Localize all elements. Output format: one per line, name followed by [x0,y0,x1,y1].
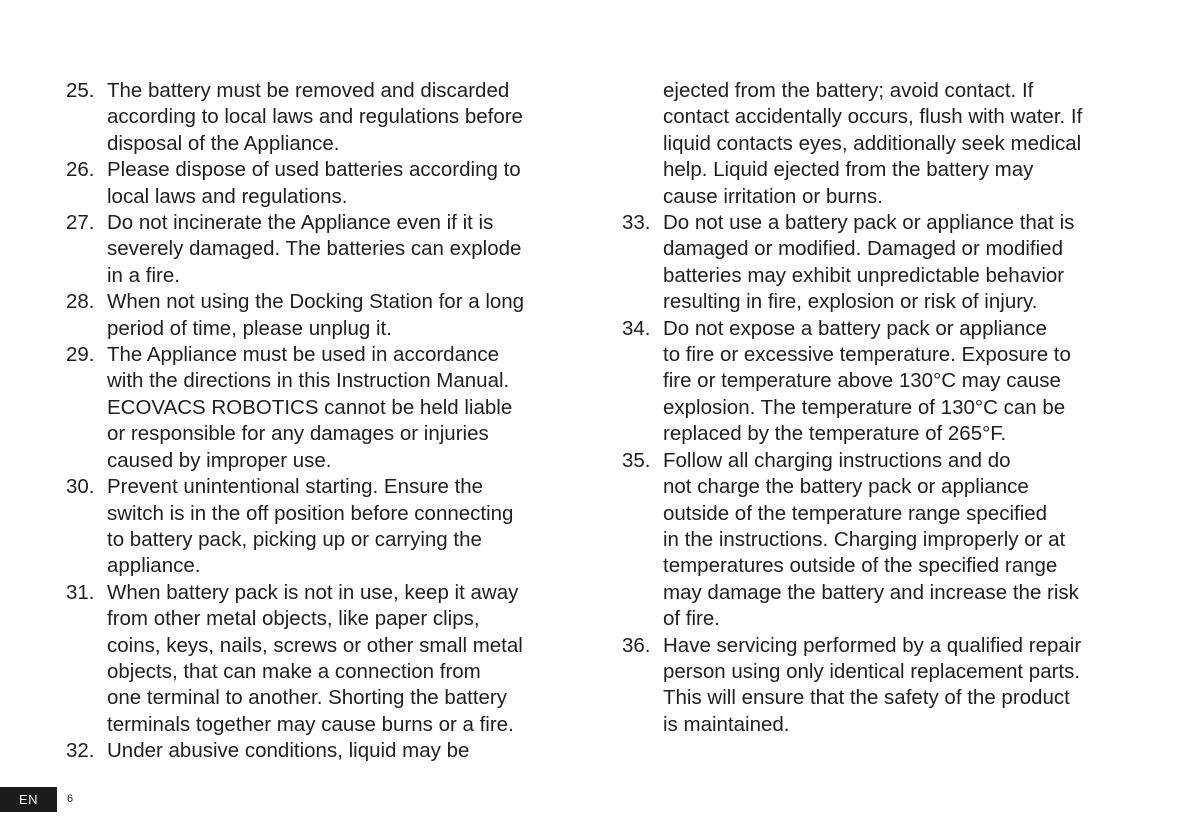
list-item-34 [622,316,1132,448]
text-line: liquid contacts eyes, additionally seek medical [663,131,1082,155]
item-number: 28. [66,290,95,314]
text-line: cause irritation or burns. [663,184,883,208]
text-line: appliance. [107,554,201,578]
right-column [622,78,1132,738]
text-line: local laws and regulations. [107,184,348,208]
text-line: in the instructions. Charging improperly or at [663,527,1066,551]
list-item-30 [66,474,566,580]
text-line: is maintained. [663,712,790,736]
text-line: batteries may exhibit unpredictable behavior [663,263,1065,287]
list-item-29 [66,342,566,474]
item-text [107,210,566,289]
list-item-33 [622,210,1132,316]
left-column [66,78,566,765]
language-tab: EN [0,787,57,812]
list-item-27 [66,210,566,289]
text-line: contact accidentally occurs, flush with water. If [663,105,1083,129]
text-line: from other metal objects, like paper clips, [107,607,480,631]
text-line: with the directions in this Instruction Manual. [107,369,510,393]
text-line: switch is in the off position before connecting [107,501,514,525]
text-line: Do not incinerate the Appliance even if it is [107,211,494,235]
item-text [663,316,1132,448]
item-text [107,580,566,738]
text-line: disposal of the Appliance. [107,131,340,155]
text-line: replaced by the temperature of 265°F. [663,422,1007,446]
text-line: to battery pack, picking up or carrying the [107,527,482,551]
text-line: terminals together may cause burns or a fire. [107,712,514,736]
text-line: temperatures outside of the specified range [663,554,1058,578]
item-number: 25. [66,79,95,102]
text-line: one terminal to another. Shorting the battery [107,686,508,710]
text-line: period of time, please unplug it. [107,316,392,340]
list-item-35 [622,448,1132,633]
list-item-32 [66,738,566,764]
text-line: help. Liquid ejected from the battery may [663,158,1034,182]
text-line: The battery must be removed and discarded [107,79,510,102]
item-text [663,633,1132,739]
text-line: in a fire. [107,263,180,287]
item-number: 26. [66,158,95,182]
item-text [107,78,566,157]
item-number: 30. [66,475,95,499]
text-line: or responsible for any damages or injuries [107,422,489,446]
text-line: severely damaged. The batteries can explode [107,237,522,261]
text-line: outside of the temperature range specified [663,501,1048,525]
item-number: 36. [622,633,651,657]
text-line: Under abusive conditions, liquid may be [107,739,470,763]
item-number: 33. [622,211,651,235]
item-text [107,474,566,580]
text-line: This will ensure that the safety of the product [663,686,1070,710]
item-number: 35. [622,448,651,472]
text-line: person using only identical replacement parts. [663,659,1081,683]
item-text [107,738,566,764]
item-number: 29. [66,343,95,367]
item-text [107,157,566,210]
item-number: 31. [66,580,95,604]
text-line: The Appliance must be used in accordance [107,343,500,367]
text-line: Follow all charging instructions and do [663,448,1011,472]
text-line: Prevent unintentional starting. Ensure the [107,475,484,499]
text-line: fire or temperature above 130°C may cause [663,369,1061,393]
item-number: 32. [66,739,95,763]
list-item-28 [66,289,566,342]
text-line: Do not expose a battery pack or appliance [663,316,1048,340]
text-line: objects, that can make a connection from [107,659,481,683]
item-32-continuation [622,78,1132,210]
list-item-31 [66,580,566,738]
item-text [107,289,566,342]
text-line: of fire. [663,607,720,631]
list-item-25 [66,78,566,157]
text-line: caused by improper use. [107,448,332,472]
item-text [107,342,566,474]
text-line: ECOVACS ROBOTICS cannot be held liable [107,395,513,419]
text-line: damaged or modified. Damaged or modified [663,237,1063,261]
text-line: not charge the battery pack or appliance [663,475,1029,499]
text-line: explosion. The temperature of 130°C can be [663,395,1066,419]
text-line: ejected from the battery; avoid contact. If [663,79,1034,102]
text-line: coins, keys, nails, screws or other small metal [107,633,523,657]
text-line: according to local laws and regulations before [107,105,523,129]
text-line: When not using the Docking Station for a long [107,290,525,314]
page-number: 6 [67,793,74,805]
text-line: resulting in fire, explosion or risk of injury. [663,290,1038,314]
item-text [663,448,1132,633]
text-line: When battery pack is not in use, keep it away [107,580,519,604]
text-line: to fire or excessive temperature. Exposure to [663,343,1071,367]
text-line: Please dispose of used batteries according to [107,158,521,182]
text-line: Have servicing performed by a qualified repair [663,633,1082,657]
text-line: may damage the battery and increase the risk [663,580,1079,604]
list-item-36 [622,633,1132,739]
list-item-26 [66,157,566,210]
item-number: 34. [622,316,651,340]
item-text [663,210,1132,316]
item-number: 27. [66,211,95,235]
text-line: Do not use a battery pack or appliance that is [663,211,1075,235]
